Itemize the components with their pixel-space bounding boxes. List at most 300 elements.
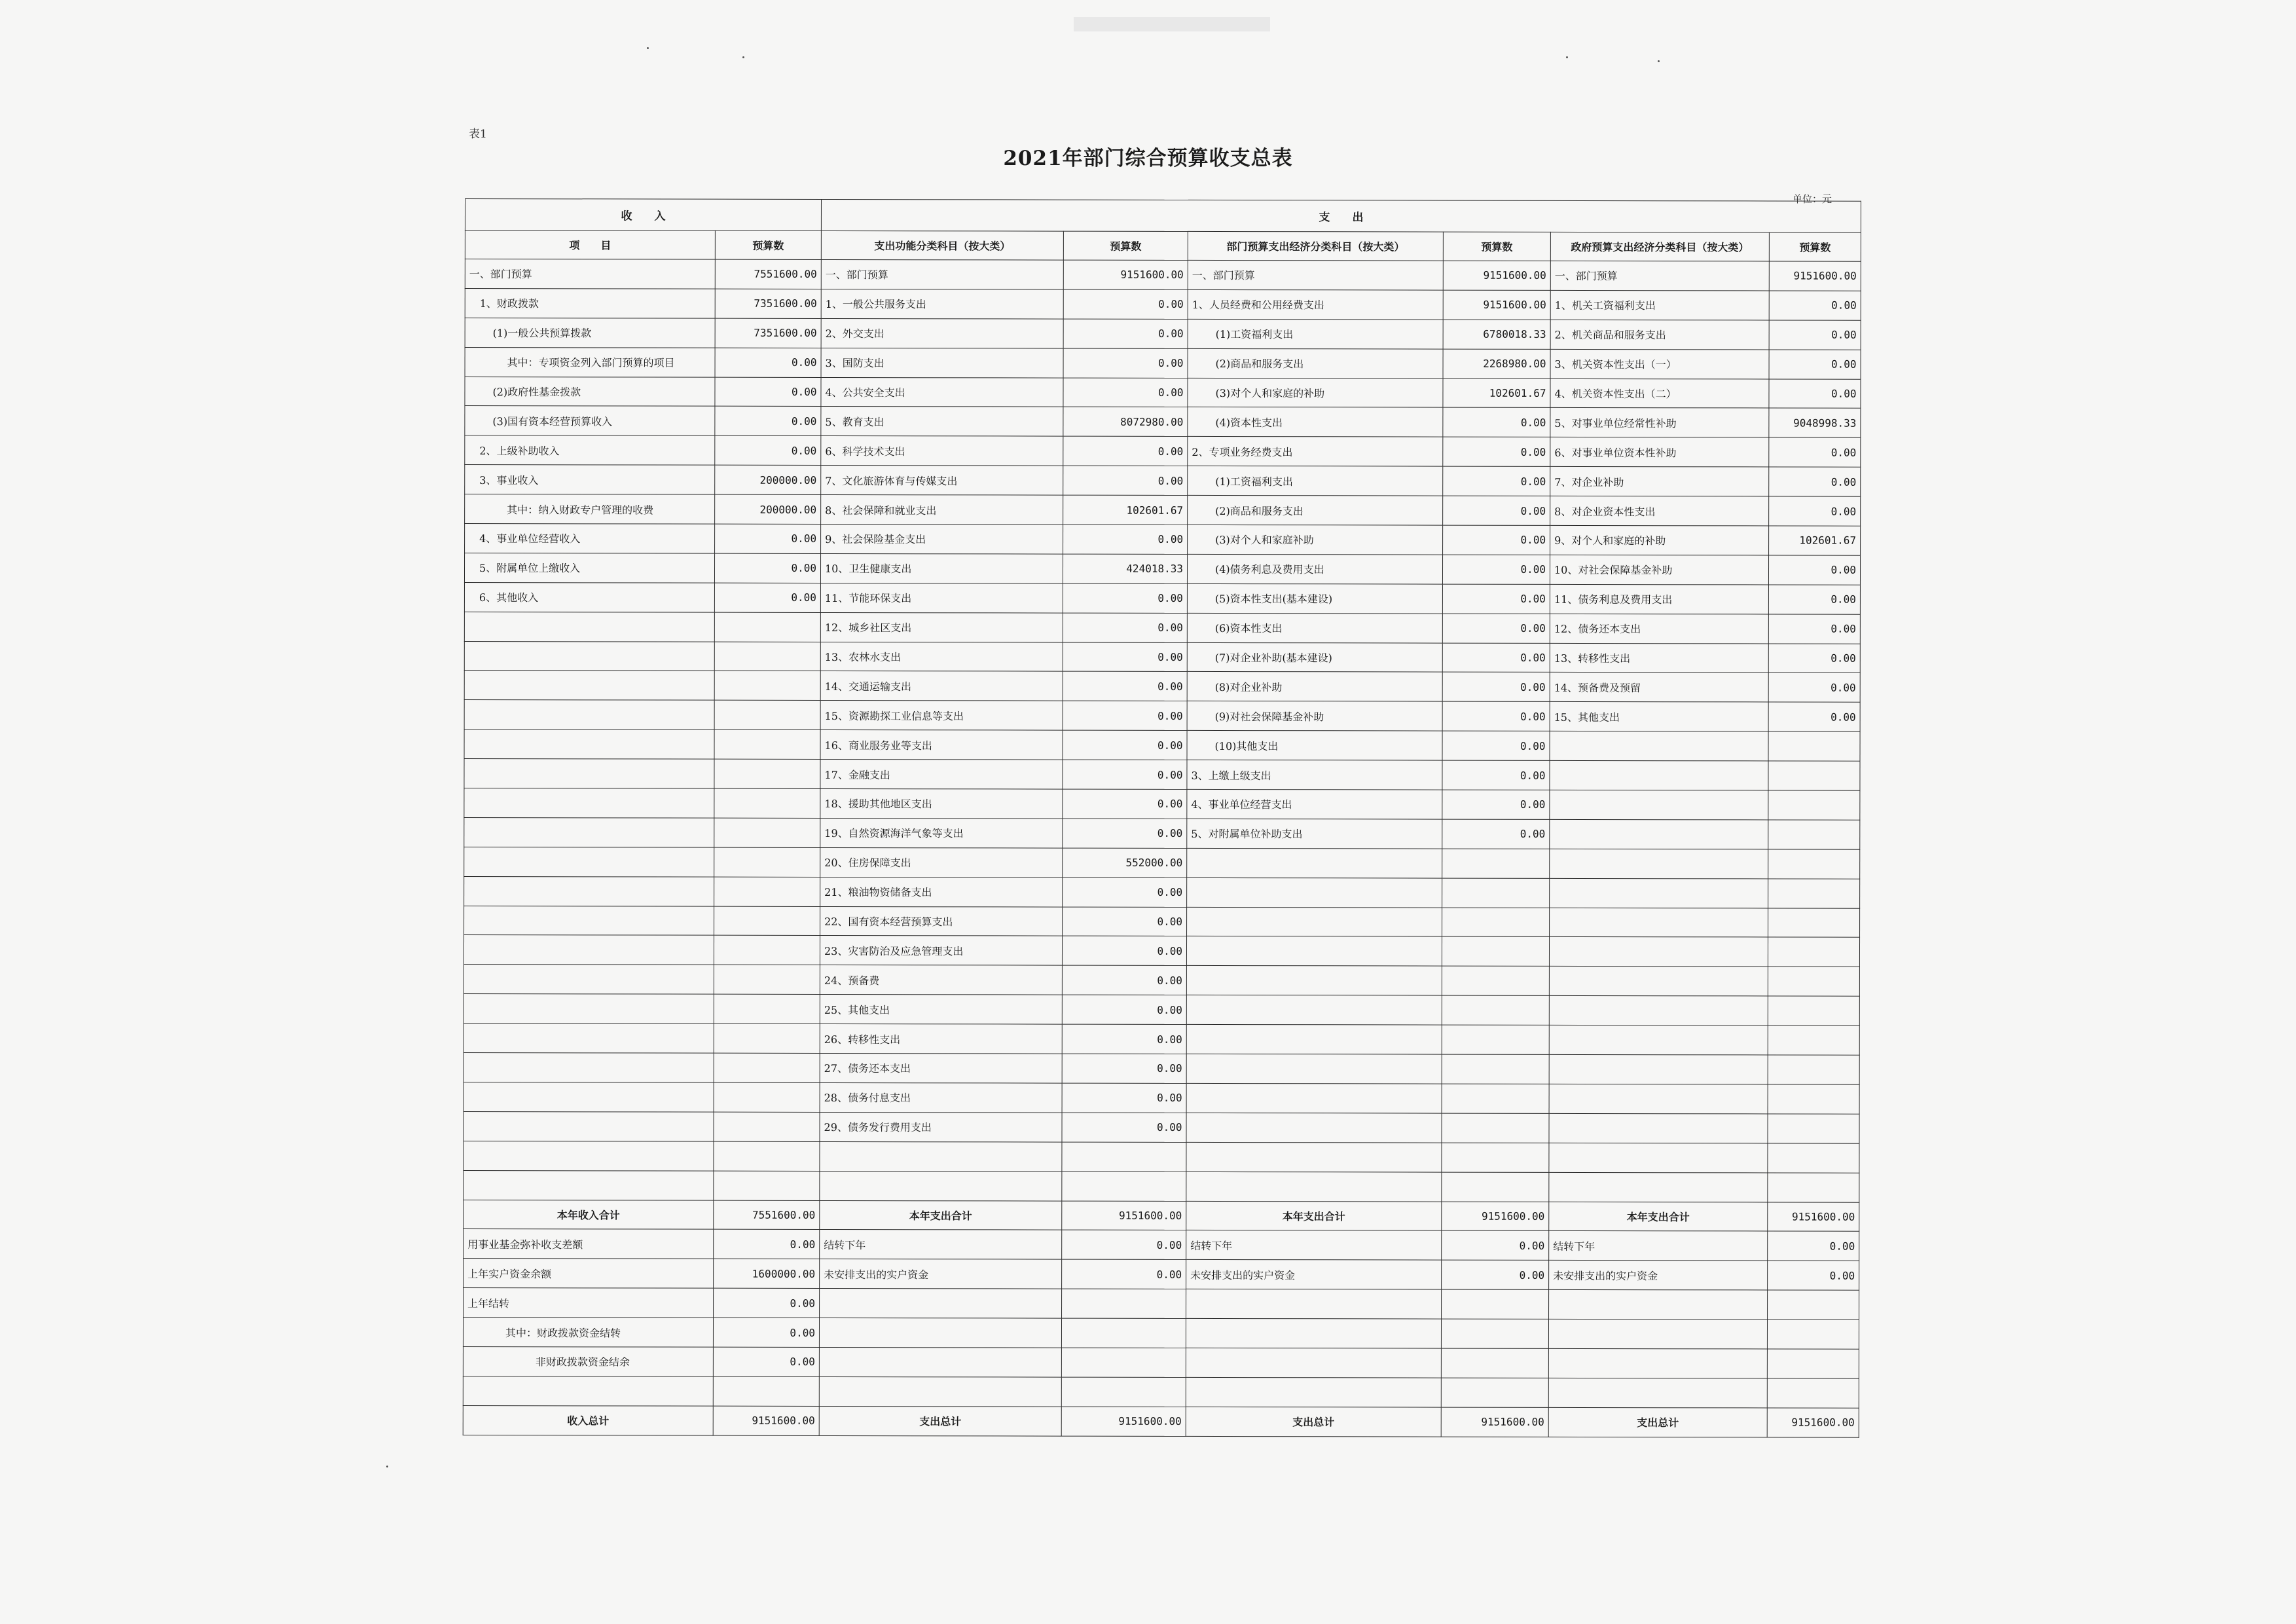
table-row	[464, 847, 1860, 879]
table-row	[464, 1170, 1859, 1202]
gov-value-cell	[1768, 1173, 1859, 1202]
gov-value-cell	[1768, 996, 1859, 1025]
income-value-cell: 0.00	[714, 1230, 820, 1259]
func-value-cell: 0.00	[1063, 907, 1187, 936]
table-row	[463, 1318, 1859, 1350]
income-value-cell: 7551600.00	[715, 259, 821, 289]
income-item-cell	[464, 759, 714, 789]
table-row	[463, 1376, 1859, 1408]
income-value-cell: 0.00	[714, 553, 820, 583]
budget-sheet	[463, 198, 1861, 1475]
income-value-cell	[714, 642, 820, 671]
income-value-cell: 200000.00	[715, 465, 821, 494]
econ-value-cell: 0.00	[1443, 525, 1550, 555]
gov-value-cell: 9151600.00	[1767, 1408, 1859, 1437]
gov-value-cell	[1768, 1114, 1859, 1143]
income-value-cell	[714, 906, 820, 936]
income-item-cell	[464, 1170, 714, 1200]
econ-value-cell	[1442, 1113, 1549, 1143]
func-item-cell: 4、公共安全支出	[821, 377, 1063, 407]
econ-item-cell: (8)对企业补助	[1187, 672, 1442, 702]
func-value-cell: 9151600.00	[1062, 1201, 1186, 1230]
econ-value-cell: 0.00	[1442, 1260, 1549, 1289]
table-row	[464, 965, 1859, 997]
econ-item-cell: 一、部门预算	[1188, 260, 1443, 290]
gov-value-cell: 9151600.00	[1768, 1202, 1859, 1231]
func-item-cell	[820, 1171, 1062, 1201]
gov-item-cell	[1550, 731, 1768, 761]
gov-value-cell: 0.00	[1768, 1231, 1859, 1261]
func-value-cell	[1062, 1289, 1186, 1318]
func-item-cell: 2、外交支出	[821, 318, 1063, 348]
gov-value-cell	[1767, 1378, 1859, 1408]
econ-value-cell	[1441, 1348, 1548, 1378]
func-item-cell: 26、转移性支出	[820, 1024, 1062, 1054]
income-item-cell	[464, 641, 714, 671]
func-value-cell: 552000.00	[1063, 848, 1187, 877]
econ-value-cell: 0.00	[1443, 437, 1550, 466]
gov-item-cell	[1549, 1025, 1768, 1055]
func-value-cell: 0.00	[1062, 995, 1186, 1024]
gov-item-cell: 14、预备费及预留	[1550, 673, 1768, 702]
income-value-cell: 0.00	[714, 1288, 820, 1318]
budget-table	[463, 198, 1861, 1437]
gov-value-cell	[1768, 1290, 1859, 1320]
func-item-cell: 14、交通运输支出	[820, 671, 1063, 701]
econ-value-cell	[1442, 878, 1550, 908]
func-value-cell: 0.00	[1063, 877, 1187, 907]
income-item-cell	[464, 1082, 714, 1112]
func-item-cell: 16、商业服务业等支出	[820, 730, 1063, 760]
func-item-cell: 8、社会保障和就业支出	[821, 495, 1063, 525]
gov-item-cell: 13、转移性支出	[1550, 643, 1768, 673]
income-item-cell	[464, 788, 714, 819]
table-row	[465, 347, 1861, 379]
func-item-cell: 9、社会保险基金支出	[821, 524, 1063, 554]
econ-item-cell: 本年支出合计	[1186, 1201, 1442, 1231]
income-value-cell	[714, 1024, 820, 1053]
table-row	[464, 1288, 1859, 1320]
econ-item-cell	[1186, 1289, 1442, 1320]
income-item-cell	[464, 1141, 714, 1171]
gov-item-cell	[1550, 908, 1768, 937]
func-value-cell: 0.00	[1063, 701, 1187, 730]
func-item-cell: 19、自然资源海洋气象等支出	[820, 818, 1063, 848]
econ-item-cell: 未安排支出的实户资金	[1186, 1260, 1442, 1290]
func-item-cell: 27、债务还本支出	[820, 1053, 1062, 1083]
func-value-cell: 0.00	[1063, 319, 1188, 348]
table-row	[464, 1053, 1859, 1085]
scan-speck	[1658, 60, 1660, 62]
table-row	[465, 524, 1861, 556]
gov-item-cell	[1550, 819, 1768, 849]
income-item-cell: 3、事业收入	[465, 465, 715, 495]
table-row	[465, 377, 1861, 409]
income-value-cell	[714, 759, 820, 788]
func-value-cell: 0.00	[1063, 789, 1187, 819]
table-row	[464, 1141, 1859, 1173]
income-item-cell: 其中：纳入财政专户管理的收费	[465, 494, 715, 525]
econ-item-cell	[1187, 907, 1442, 937]
gov-item-cell: 5、对事业单位经常性补助	[1550, 408, 1769, 437]
econ-value-cell: 0.00	[1442, 790, 1550, 819]
econ-value-cell	[1442, 966, 1549, 995]
econ-item-cell	[1186, 936, 1442, 967]
econ-item-cell	[1186, 1318, 1441, 1348]
econ-value-cell	[1442, 908, 1550, 937]
income-item-cell	[464, 671, 714, 701]
gov-value-cell: 0.00	[1769, 291, 1861, 320]
col-budget-header: 预算数	[1769, 232, 1861, 261]
gov-item-cell	[1550, 849, 1768, 878]
func-value-cell: 0.00	[1062, 1024, 1186, 1054]
income-value-cell	[714, 1171, 820, 1200]
econ-item-cell: 3、上缴上级支出	[1187, 760, 1442, 790]
func-value-cell: 0.00	[1062, 1230, 1186, 1259]
income-value-cell: 7351600.00	[715, 318, 821, 348]
func-item-cell: 20、住房保障支出	[820, 847, 1063, 877]
income-item-cell: 4、事业单位经营收入	[465, 524, 715, 554]
gov-value-cell	[1768, 1055, 1859, 1084]
table-row	[464, 582, 1860, 614]
income-value-cell: 7351600.00	[715, 289, 821, 318]
econ-value-cell: 0.00	[1442, 1230, 1549, 1260]
gov-item-cell: 结转下年	[1549, 1231, 1768, 1261]
gov-value-cell: 0.00	[1769, 350, 1861, 379]
gov-item-cell	[1548, 1378, 1767, 1407]
gov-value-cell: 9048998.33	[1769, 408, 1861, 437]
gov-item-cell	[1549, 1084, 1768, 1113]
func-value-cell: 8072980.00	[1063, 407, 1188, 437]
table-row	[464, 935, 1859, 967]
income-value-cell: 0.00	[713, 1347, 819, 1376]
func-item-cell	[820, 1289, 1062, 1319]
budget-table-body	[463, 259, 1861, 1437]
func-item-cell: 5、教育支出	[821, 407, 1063, 437]
func-value-cell: 0.00	[1062, 1259, 1186, 1289]
income-item-cell: 1、财政拨款	[465, 288, 715, 318]
econ-value-cell: 9151600.00	[1442, 1202, 1549, 1231]
gov-item-cell: 15、其他支出	[1550, 702, 1768, 731]
income-value-cell: 0.00	[714, 583, 820, 612]
table-row	[465, 288, 1861, 320]
econ-item-cell: (3)对个人和家庭的补助	[1188, 378, 1443, 408]
income-value-cell: 0.00	[715, 348, 821, 377]
econ-item-cell	[1186, 1113, 1442, 1143]
income-item-cell	[464, 612, 714, 642]
econ-value-cell: 0.00	[1442, 643, 1550, 673]
income-item-cell	[463, 1376, 713, 1406]
table-row	[464, 994, 1859, 1026]
econ-item-cell	[1186, 1025, 1442, 1055]
income-value-cell	[714, 1112, 820, 1141]
col-econ-header: 部门预算支出经济分类科目（按大类）	[1188, 231, 1443, 261]
econ-value-cell	[1442, 1289, 1549, 1319]
func-value-cell: 0.00	[1063, 613, 1187, 642]
income-item-cell	[464, 1111, 714, 1141]
gov-value-cell	[1768, 908, 1860, 938]
econ-value-cell: 0.00	[1442, 673, 1550, 702]
gov-item-cell	[1548, 1319, 1767, 1348]
gov-value-cell: 0.00	[1768, 644, 1860, 673]
gov-value-cell	[1768, 849, 1860, 879]
income-value-cell	[714, 701, 820, 730]
econ-value-cell: 9151600.00	[1443, 261, 1550, 290]
income-item-cell: 上年实户资金余额	[464, 1259, 714, 1289]
col-item-header: 项 目	[465, 231, 715, 260]
func-value-cell	[1061, 1377, 1186, 1407]
table-row	[464, 1259, 1859, 1291]
gov-item-cell: 10、对社会保障基金补助	[1550, 555, 1768, 584]
income-item-cell	[464, 1024, 714, 1054]
table-row	[464, 906, 1860, 938]
income-value-cell	[714, 788, 820, 818]
gov-value-cell: 0.00	[1768, 702, 1860, 731]
gov-value-cell: 102601.67	[1769, 526, 1861, 555]
gov-value-cell	[1768, 731, 1860, 761]
gov-value-cell: 0.00	[1769, 467, 1861, 496]
total-row	[463, 1405, 1859, 1437]
income-item-cell	[464, 906, 714, 936]
econ-item-cell: 2、专项业务经费支出	[1188, 437, 1443, 467]
func-item-cell: 29、债务发行费用支出	[820, 1112, 1062, 1142]
income-section-header: 收 入	[465, 199, 821, 231]
income-item-cell	[464, 817, 714, 847]
econ-item-cell	[1186, 1083, 1442, 1113]
income-item-cell	[464, 876, 714, 906]
func-item-cell: 一、部门预算	[821, 259, 1063, 289]
func-value-cell: 0.00	[1063, 730, 1187, 760]
func-value-cell: 0.00	[1063, 525, 1188, 554]
income-value-cell	[714, 994, 820, 1024]
income-value-cell	[714, 847, 820, 877]
income-value-cell	[714, 936, 820, 965]
func-item-cell: 17、金融支出	[820, 760, 1063, 790]
econ-item-cell: 5、对附属单位补助支出	[1187, 819, 1442, 849]
gov-value-cell	[1768, 879, 1860, 908]
func-value-cell	[1061, 1318, 1186, 1348]
econ-value-cell: 0.00	[1443, 408, 1550, 437]
func-item-cell: 13、农林水支出	[820, 642, 1063, 672]
econ-item-cell: (6)资本性支出	[1187, 613, 1442, 643]
gov-value-cell: 0.00	[1769, 320, 1861, 350]
gov-item-cell	[1549, 937, 1768, 967]
econ-value-cell: 0.00	[1442, 731, 1550, 760]
gov-item-cell: 7、对企业补助	[1550, 467, 1769, 496]
total-row	[464, 1200, 1859, 1232]
gov-item-cell: 未安排支出的实户资金	[1549, 1261, 1768, 1290]
gov-item-cell: 2、机关商品和服务支出	[1550, 320, 1769, 349]
gov-item-cell: 一、部门预算	[1550, 261, 1769, 290]
income-item-cell	[464, 935, 714, 965]
income-item-cell: (2)政府性基金拨款	[465, 377, 715, 407]
func-item-cell	[819, 1376, 1061, 1407]
func-value-cell: 0.00	[1062, 1054, 1186, 1083]
func-value-cell: 9151600.00	[1063, 260, 1188, 289]
econ-item-cell	[1186, 995, 1442, 1025]
func-value-cell: 0.00	[1063, 466, 1188, 495]
income-value-cell	[713, 1376, 819, 1406]
econ-value-cell: 0.00	[1442, 701, 1550, 731]
income-item-cell: (1)一般公共预算拨款	[465, 318, 715, 348]
gov-item-cell: 3、机关资本性支出（一）	[1550, 349, 1769, 378]
gov-value-cell: 9151600.00	[1769, 261, 1861, 291]
gov-item-cell: 12、债务还本支出	[1550, 614, 1768, 643]
econ-value-cell: 6780018.33	[1443, 320, 1550, 349]
func-item-cell: 7、文化旅游体育与传媒支出	[821, 466, 1063, 496]
income-item-cell: 收入总计	[463, 1405, 713, 1435]
func-value-cell: 0.00	[1062, 1083, 1186, 1113]
income-value-cell	[714, 612, 820, 642]
page-title: 2021年部门综合预算收支总表	[1003, 147, 1293, 170]
table-row	[465, 318, 1861, 350]
table-row	[464, 1111, 1859, 1143]
income-item-cell	[464, 847, 714, 877]
income-item-cell	[464, 965, 714, 995]
func-item-cell: 24、预备费	[820, 965, 1062, 995]
gov-item-cell: 9、对个人和家庭的补助	[1550, 525, 1769, 555]
econ-item-cell: (2)商品和服务支出	[1188, 496, 1443, 526]
econ-item-cell	[1186, 1377, 1441, 1407]
income-value-cell: 1600000.00	[714, 1259, 820, 1288]
income-value-cell	[714, 1082, 820, 1112]
func-item-cell: 6、科学技术支出	[821, 436, 1063, 466]
func-item-cell: 18、援助其他地区支出	[820, 788, 1063, 819]
gov-value-cell	[1768, 967, 1859, 996]
gov-value-cell	[1768, 761, 1860, 790]
income-item-cell: 5、附属单位上缴收入	[464, 553, 714, 583]
income-value-cell: 0.00	[715, 436, 821, 466]
gov-item-cell	[1549, 996, 1768, 1025]
income-value-cell	[714, 818, 820, 847]
econ-item-cell: (7)对企业补助(基本建设)	[1187, 642, 1442, 673]
gov-value-cell: 0.00	[1769, 379, 1861, 409]
income-value-cell: 9151600.00	[713, 1406, 819, 1435]
func-value-cell: 0.00	[1063, 819, 1187, 848]
table-row	[465, 406, 1861, 438]
func-value-cell: 102601.67	[1063, 495, 1188, 525]
func-item-cell: 3、国防支出	[821, 348, 1063, 378]
income-item-cell: 其中：财政拨款资金结转	[463, 1318, 713, 1348]
econ-value-cell	[1442, 1054, 1549, 1084]
func-item-cell: 结转下年	[820, 1230, 1062, 1260]
table-row	[464, 1082, 1859, 1114]
func-item-cell: 25、其他支出	[820, 995, 1062, 1025]
income-item-cell: 本年收入合计	[464, 1200, 714, 1230]
econ-value-cell	[1442, 1172, 1549, 1202]
table-row	[464, 876, 1860, 908]
func-item-cell: 15、资源勘探工业信息等支出	[820, 701, 1063, 731]
econ-value-cell: 9151600.00	[1441, 1407, 1548, 1437]
func-value-cell	[1061, 1348, 1186, 1377]
income-item-cell: 其中：专项资金列入部门预算的项目	[465, 347, 715, 377]
section-header-row	[465, 199, 1861, 233]
econ-item-cell: (3)对个人和家庭补助	[1188, 525, 1443, 555]
income-value-cell: 0.00	[715, 407, 821, 436]
func-item-cell: 21、粮油物资储备支出	[820, 877, 1063, 907]
income-value-cell: 0.00	[713, 1318, 819, 1347]
econ-value-cell: 9151600.00	[1443, 290, 1550, 320]
table-row	[465, 435, 1861, 468]
income-item-cell	[464, 1053, 714, 1083]
gov-item-cell	[1549, 1172, 1768, 1202]
gov-item-cell	[1549, 1290, 1768, 1320]
econ-item-cell	[1186, 1142, 1442, 1172]
table-row	[465, 259, 1861, 291]
income-value-cell	[714, 1141, 820, 1171]
func-item-cell: 支出总计	[819, 1406, 1061, 1436]
gov-item-cell: 4、机关资本性支出（二）	[1550, 378, 1769, 408]
income-item-cell: 用事业基金弥补收支差额	[464, 1229, 714, 1259]
func-item-cell	[819, 1347, 1061, 1377]
econ-value-cell	[1442, 937, 1549, 967]
func-value-cell: 0.00	[1062, 1113, 1186, 1142]
gov-value-cell: 0.00	[1769, 437, 1861, 467]
gov-value-cell	[1768, 1025, 1859, 1055]
column-header-row	[465, 231, 1861, 262]
func-value-cell: 0.00	[1062, 965, 1186, 995]
table-row	[464, 729, 1860, 762]
gov-value-cell	[1767, 1349, 1859, 1378]
gov-item-cell: 支出总计	[1548, 1407, 1767, 1437]
econ-value-cell: 0.00	[1442, 760, 1550, 790]
func-item-cell	[819, 1318, 1061, 1348]
econ-item-cell: 1、人员经费和公用经费支出	[1188, 289, 1443, 320]
table-row	[463, 1346, 1859, 1378]
col-budget-header: 预算数	[1443, 232, 1550, 261]
scan-speck	[742, 56, 744, 58]
gov-value-cell	[1767, 1320, 1859, 1349]
gov-item-cell: 6、对事业单位资本性补助	[1550, 437, 1769, 467]
econ-item-cell: (1)工资福利支出	[1188, 319, 1443, 349]
table-row	[464, 700, 1860, 732]
econ-item-cell	[1187, 848, 1442, 878]
func-item-cell: 12、城乡社区支出	[820, 612, 1063, 642]
func-item-cell: 本年支出合计	[820, 1200, 1062, 1230]
func-item-cell: 1、一般公共服务支出	[821, 289, 1063, 319]
income-item-cell: 2、上级补助收入	[465, 435, 715, 466]
income-item-cell	[464, 700, 714, 730]
func-item-cell: 28、债务付息支出	[820, 1082, 1062, 1113]
table-number: 表1	[469, 128, 487, 141]
income-value-cell	[714, 1053, 820, 1082]
gov-item-cell	[1550, 790, 1768, 819]
table-row	[464, 788, 1860, 821]
table-row	[464, 759, 1860, 791]
income-item-cell	[464, 994, 714, 1024]
func-item-cell: 11、节能环保支出	[820, 583, 1063, 613]
econ-item-cell: (4)资本性支出	[1188, 407, 1443, 437]
econ-value-cell: 2268980.00	[1443, 349, 1550, 378]
func-value-cell: 0.00	[1063, 348, 1188, 378]
unit-label: 单位：元	[1793, 193, 1832, 205]
gov-value-cell	[1768, 1084, 1859, 1114]
gov-item-cell: 11、债务利息及费用支出	[1550, 584, 1768, 614]
econ-value-cell: 0.00	[1443, 496, 1550, 525]
table-row	[464, 1229, 1859, 1261]
income-value-cell: 0.00	[715, 377, 821, 407]
scan-artifact	[1074, 17, 1270, 31]
gov-value-cell: 0.00	[1768, 673, 1860, 702]
econ-item-cell: 结转下年	[1186, 1230, 1442, 1261]
gov-value-cell: 0.00	[1768, 555, 1860, 585]
econ-item-cell: (9)对社会保障基金补助	[1187, 701, 1442, 731]
gov-item-cell: 1、机关工资福利支出	[1550, 290, 1769, 320]
func-item-cell: 未安排支出的实户资金	[820, 1259, 1062, 1289]
table-row	[464, 1024, 1859, 1056]
func-item-cell: 10、卫生健康支出	[820, 553, 1063, 583]
func-value-cell: 0.00	[1063, 289, 1188, 319]
